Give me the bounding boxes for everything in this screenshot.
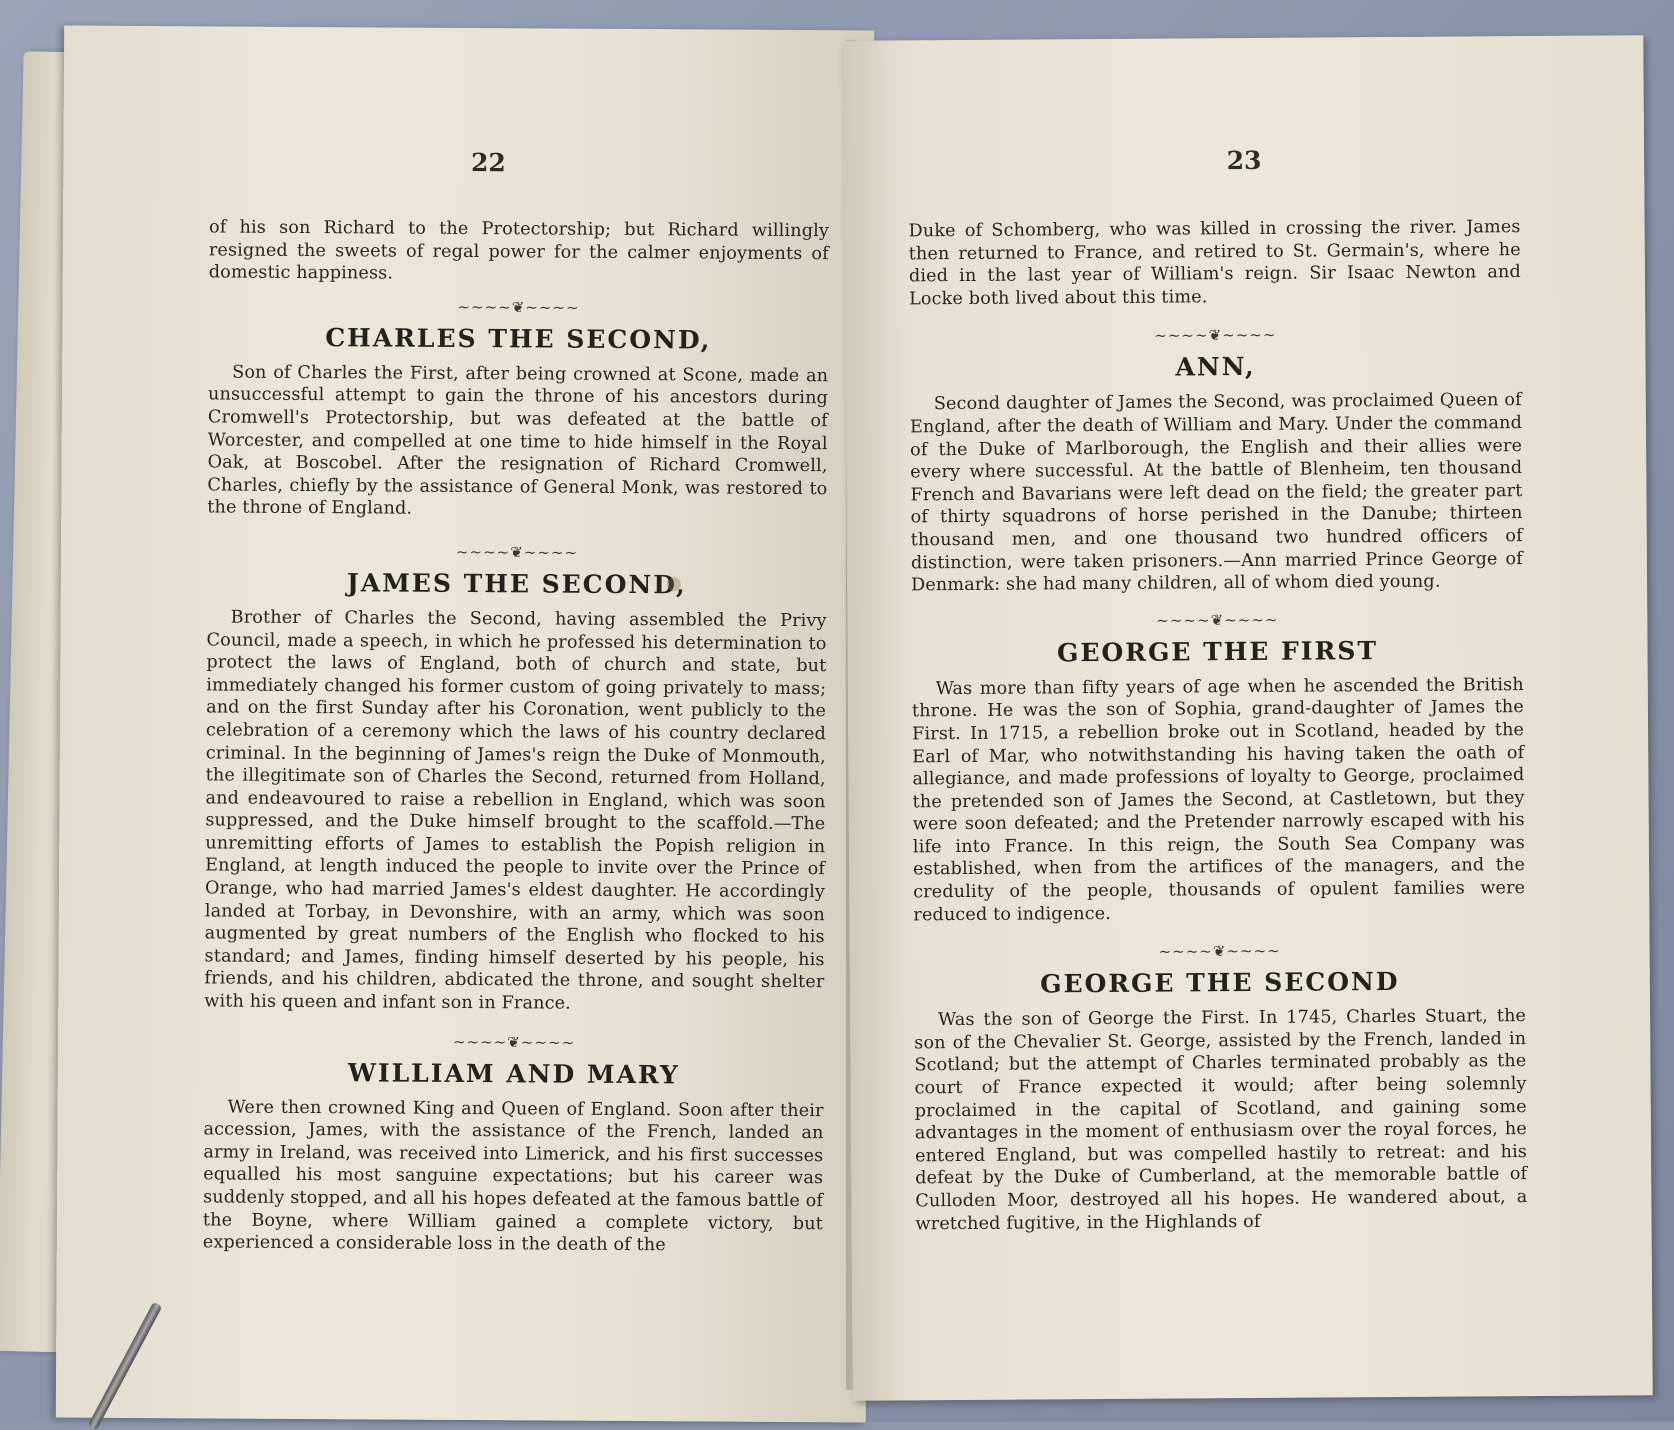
left-page bbox=[56, 26, 874, 1423]
heading-george-the-second: GEORGE THE SECOND bbox=[1040, 967, 1400, 999]
left-text-column bbox=[203, 216, 829, 1258]
right-intro-text: Duke of Schomberg, who was killed in crossing the river. James then returned to France, and retired to St. Germain's, where he died in the last year of William's reign. Sir Isaac Newton and Locke both lived about this time. bbox=[908, 217, 1521, 310]
page-number-left: 22 bbox=[470, 148, 506, 178]
ornament-divider: ~~~~❦~~~~ bbox=[1158, 942, 1281, 961]
text-ann: Second daughter of James the Second, was proclaimed Queen of England, after the death of William and Mary. Under the command of the Duke of Marlborough, the English and their allies were every where successful. At the battle of Blenheim, ten thousand French and Bavarians were left dead on the field; the greater part of thirty squadrons of horse perished in the Danube; thirteen thousand men, and one thousand two hundred officers of distinction, were taken prisoners.—Ann married Prince George of Denmark: she had many children, all of whom died young. bbox=[909, 390, 1523, 596]
heading-charles-the-second: CHARLES THE SECOND, bbox=[325, 322, 712, 355]
heading-james-the-second: JAMES THE SECOND, bbox=[346, 568, 687, 600]
right-page bbox=[843, 35, 1652, 1401]
left-intro-text: of his son Richard to the Protectorship; but Richard willingly resigned the sweets of regal power for the calmer enjoyments of domestic happiness. bbox=[208, 217, 830, 284]
ornament-divider: ~~~~❦~~~~ bbox=[1156, 610, 1279, 630]
right-text-column bbox=[909, 216, 1528, 1235]
ornament-divider: ~~~~❦~~~~ bbox=[455, 542, 579, 562]
ornament-divider: ~~~~❦~~~~ bbox=[1154, 326, 1277, 346]
heading-william-and-mary: WILLIAM AND MARY bbox=[347, 1057, 680, 1089]
heading-george-the-first: GEORGE THE FIRST bbox=[1056, 635, 1379, 668]
ornament-divider: ~~~~❦~~~~ bbox=[457, 297, 580, 317]
page-number-right: 23 bbox=[1226, 145, 1262, 176]
text-george-the-first: Was more than fifty years of age when he ascended the British throne. He was the son of Sophia, grand-daughter of James the First. In 1715, a rebellion broke out in Scotland, headed by the Earl of Mar, who notwithstanding his having taken the oath of allegiance, and made professions of loyalty to George, proclaimed the pretended son of James the Second, at Castletown, but they were soon defeated; and the Pretender narrowly escaped with his life into France. In this reign, the South Sea Company was established, when from the artifices of the managers, and the credulity of the people, thousands of opulent families were reduced to indigence. bbox=[911, 674, 1526, 925]
text-james-the-second: Brother of Charles the Second, having assembled the Privy Council, made a speech, in which he professed his determination to protect the laws of England, both of church and state, but immediately changed his former custom of going privately to mass; and on the first Sunday after his Coronation, went publicly to the celebration of a ceremony which the laws of his country declared criminal. In the beginning of James's reign the Duke of Monmouth, the illegitimate son of Charles the Second, returned from Holland, and endeavoured to raise a rebellion in England, which was soon suppressed, and the Duke himself brought to the scaffold.—The unremitting efforts of James to establish the Popish religion in England, at length induced the people to invite over the Prince of Orange, who had married James's eldest daughter. He accordingly landed at Torbay, in Devonshire, with an army, which was soon augmented by great numbers of the English who flocked to his standard; and James, finding himself deserted by his people, his friends, and his children, abdicated the throne, and sought shelter with his queen and infant son in France. bbox=[204, 607, 827, 1014]
text-charles-the-second: Son of Charles the First, after being crowned at Scone, made an unsuccessful attempt to gain the throne of his ancestors during Cromwell's Protectorship, but was defeated at the battle of Worcester, and compelled at one time to hide himself in the Royal Oak, at Boscobel. After the resignation of Richard Cromwell, Charles, chiefly by the assistance of General Monk, was restored to the throne of England. bbox=[207, 362, 829, 520]
text-william-and-mary: Were then crowned King and Queen of England. Soon after their accession, James, with the assistance of the French, landed an army in Ireland, was received into Limerick, and his first successes equalled his most sanguine expectations; but his career was suddenly stopped, and all his hopes defeated at the famous battle of the Boyne, where William gained a complete victory, but experienced a considerable loss in the death of the bbox=[202, 1097, 824, 1256]
heading-ann: ANN, bbox=[1175, 352, 1256, 382]
ornament-divider: ~~~~❦~~~~ bbox=[452, 1032, 576, 1052]
page-stain bbox=[667, 577, 681, 591]
text-george-the-second: Was the son of George the First. In 1745, Charles Stuart, the son of the Chevalier St. George, assisted by the French, landed in Scotland; but the attempt of Charles terminated probably as the court of France expected it would; after being solemnly proclaimed in the capital of Scotland, and gaining some advantages in the moment of enthusiasm over the royal forces, he entered England, but was compelled hastily to retreat: and his defeat by the Duke of Cumberland, at the memorable battle of Culloden Moor, destroyed all his hopes. He wandered about, a wretched fugitive, in the Highlands of bbox=[914, 1006, 1528, 1234]
